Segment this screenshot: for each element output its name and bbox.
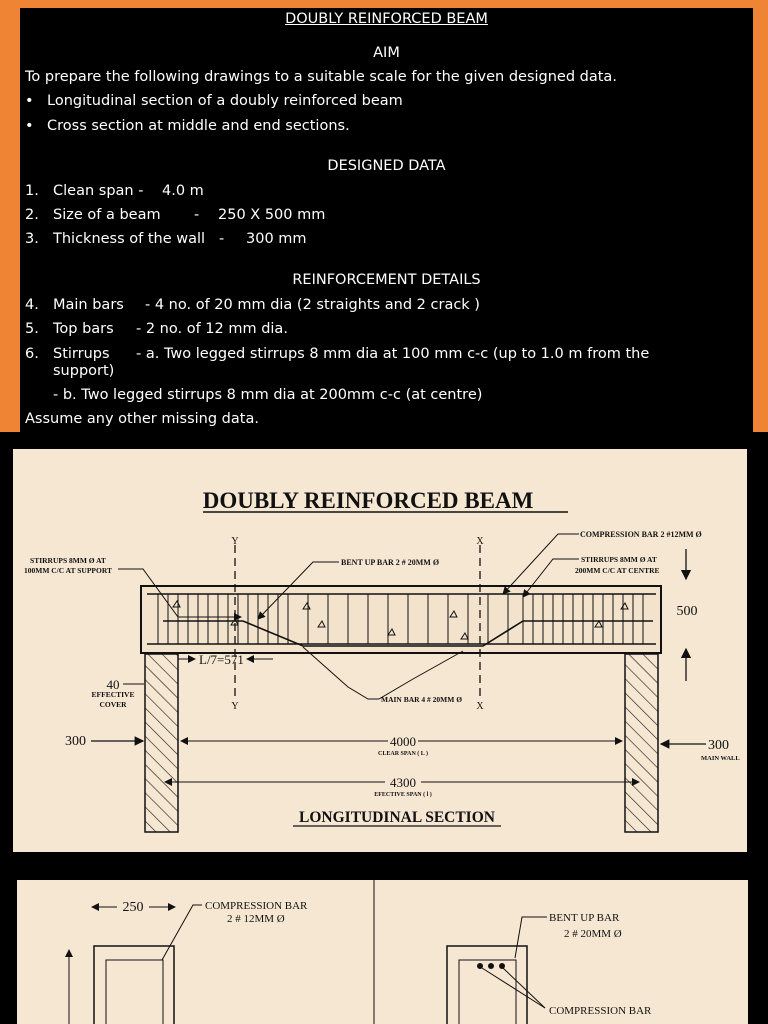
drawing-title: DOUBLY REINFORCED BEAM	[202, 488, 534, 513]
reinf-value-5: - 2 no. of 12 mm dia.	[136, 321, 288, 337]
data-label-3: Thickness of the wall	[53, 231, 206, 247]
wall-right-value: 300	[708, 738, 729, 753]
cross-compression-label-b: COMPRESSION BAR	[549, 1005, 652, 1017]
label-bent-up-bar: BENT UP BAR 2 # 20MM Ø	[341, 558, 440, 567]
data-value-3: 300 mm	[246, 231, 307, 247]
cross-bent-up-label-2: 2 # 20MM Ø	[564, 928, 622, 940]
section-title: LONGITUDINAL SECTION	[299, 809, 495, 826]
aim-intro: To prepare the following drawings to a suitable scale for the given designed data.	[25, 69, 617, 85]
depth-value: 500	[676, 604, 698, 619]
cross-compression-leader	[162, 905, 202, 960]
cross-compression-label-2: 2 # 12MM Ø	[227, 913, 285, 925]
x-mark-bottom: X	[476, 701, 484, 712]
reinf-label-5: Top bars	[53, 321, 114, 337]
data-num-1: 1.	[25, 183, 39, 199]
wall-left-value: 300	[65, 734, 86, 749]
clear-span-value: 4000	[390, 734, 416, 749]
y-mark-top: Y	[231, 536, 239, 547]
reinf-label-4: Main bars	[53, 297, 124, 313]
effective-span-value: 4300	[390, 775, 416, 790]
label-compression-bar: COMPRESSION BAR 2 #12MM Ø	[580, 530, 702, 539]
bar-dot-2	[488, 963, 494, 969]
cross-compression-leader-b2	[503, 968, 545, 1008]
data-num-3: 3.	[25, 231, 39, 247]
label-stirrups-support-2: 100MM C/C AT SUPPORT	[23, 566, 113, 575]
cross-bent-up-leader	[515, 917, 547, 958]
reinf-num-6: 6.	[25, 346, 39, 362]
longitudinal-section-drawing	[13, 449, 747, 852]
data-value-2: 250 X 500 mm	[218, 207, 326, 223]
effective-span-label: EFECTIVE SPAN ( l )	[374, 792, 432, 798]
leader-main-bar	[303, 647, 379, 699]
main-wall-label: MAIN WALL	[701, 755, 740, 762]
reinf-cont-6: support)	[53, 363, 115, 379]
data-value-1: 4.0 m	[162, 183, 204, 199]
left-wall	[145, 654, 178, 832]
cover-value: 40	[106, 677, 120, 692]
cross-compression-label-1: COMPRESSION BAR	[205, 900, 308, 912]
cross-bent-up-label-1: BENT UP BAR	[549, 912, 620, 924]
data-num-2: 2.	[25, 207, 39, 223]
missing-data-note: Assume any other missing data.	[25, 411, 259, 427]
bar-dot-3	[499, 963, 505, 969]
reinf-label-6: Stirrups	[53, 346, 110, 362]
cross-section-svg	[17, 880, 748, 1024]
designed-data-heading: DESIGNED DATA	[327, 158, 446, 174]
clear-span-label: CLEAR SPAN ( L )	[378, 751, 428, 757]
reinf-extra: - b. Two legged stirrups 8 mm dia at 200mm c-c (at centre)	[53, 387, 483, 403]
l7-label: L/7=571	[199, 652, 244, 667]
aim-bullet-2-text: Cross section at middle and end sections.	[47, 118, 350, 134]
cross-compression-leader-b1	[482, 968, 545, 1008]
cover-label-2: COVER	[99, 700, 127, 709]
data-label-2: Size of a beam	[53, 207, 161, 223]
leader-main-bar-2	[379, 651, 463, 699]
cross-section-drawing	[17, 880, 748, 1024]
label-stirrups-centre-2: 200MM C/C AT CENTRE	[575, 566, 660, 575]
x-mark-top: X	[476, 536, 484, 547]
page-title: DOUBLY REINFORCED BEAM	[285, 11, 488, 27]
aim-bullet-1: •	[25, 93, 34, 109]
aim-bullet-2: •	[25, 118, 34, 134]
cross-section-right-stirrup	[459, 960, 516, 1024]
aim-bullet-1-text: Longitudinal section of a doubly reinforced beam	[47, 93, 403, 109]
label-stirrups-centre-1: STIRRUPS 8MM Ø AT	[581, 555, 657, 564]
data-label-1: Clean span -	[53, 183, 144, 199]
reinf-num-4: 4.	[25, 297, 39, 313]
right-wall	[625, 654, 658, 832]
reinforcement-heading: REINFORCEMENT DETAILS	[292, 272, 481, 288]
drawing-svg	[13, 449, 747, 852]
label-stirrups-support-1: STIRRUPS 8MM Ø AT	[30, 556, 106, 565]
data-dash-3: -	[219, 231, 225, 247]
cover-label-1: EFFECTIVE	[91, 690, 135, 699]
reinf-value-6: - a. Two legged stirrups 8 mm dia at 100 mm c-c (up to 1.0 m from the	[136, 346, 650, 362]
cross-width-value: 250	[122, 900, 144, 915]
y-mark-bottom: Y	[231, 701, 239, 712]
aim-heading: AIM	[373, 45, 400, 61]
text-panel	[20, 8, 753, 432]
reinf-num-5: 5.	[25, 321, 39, 337]
reinf-value-4: - 4 no. of 20 mm dia (2 straights and 2 crack )	[145, 297, 480, 313]
label-main-bar: MAIN BAR 4 # 20MM Ø	[381, 695, 463, 704]
data-dash-2: -	[194, 207, 200, 223]
cross-section-left-stirrup	[106, 960, 163, 1024]
